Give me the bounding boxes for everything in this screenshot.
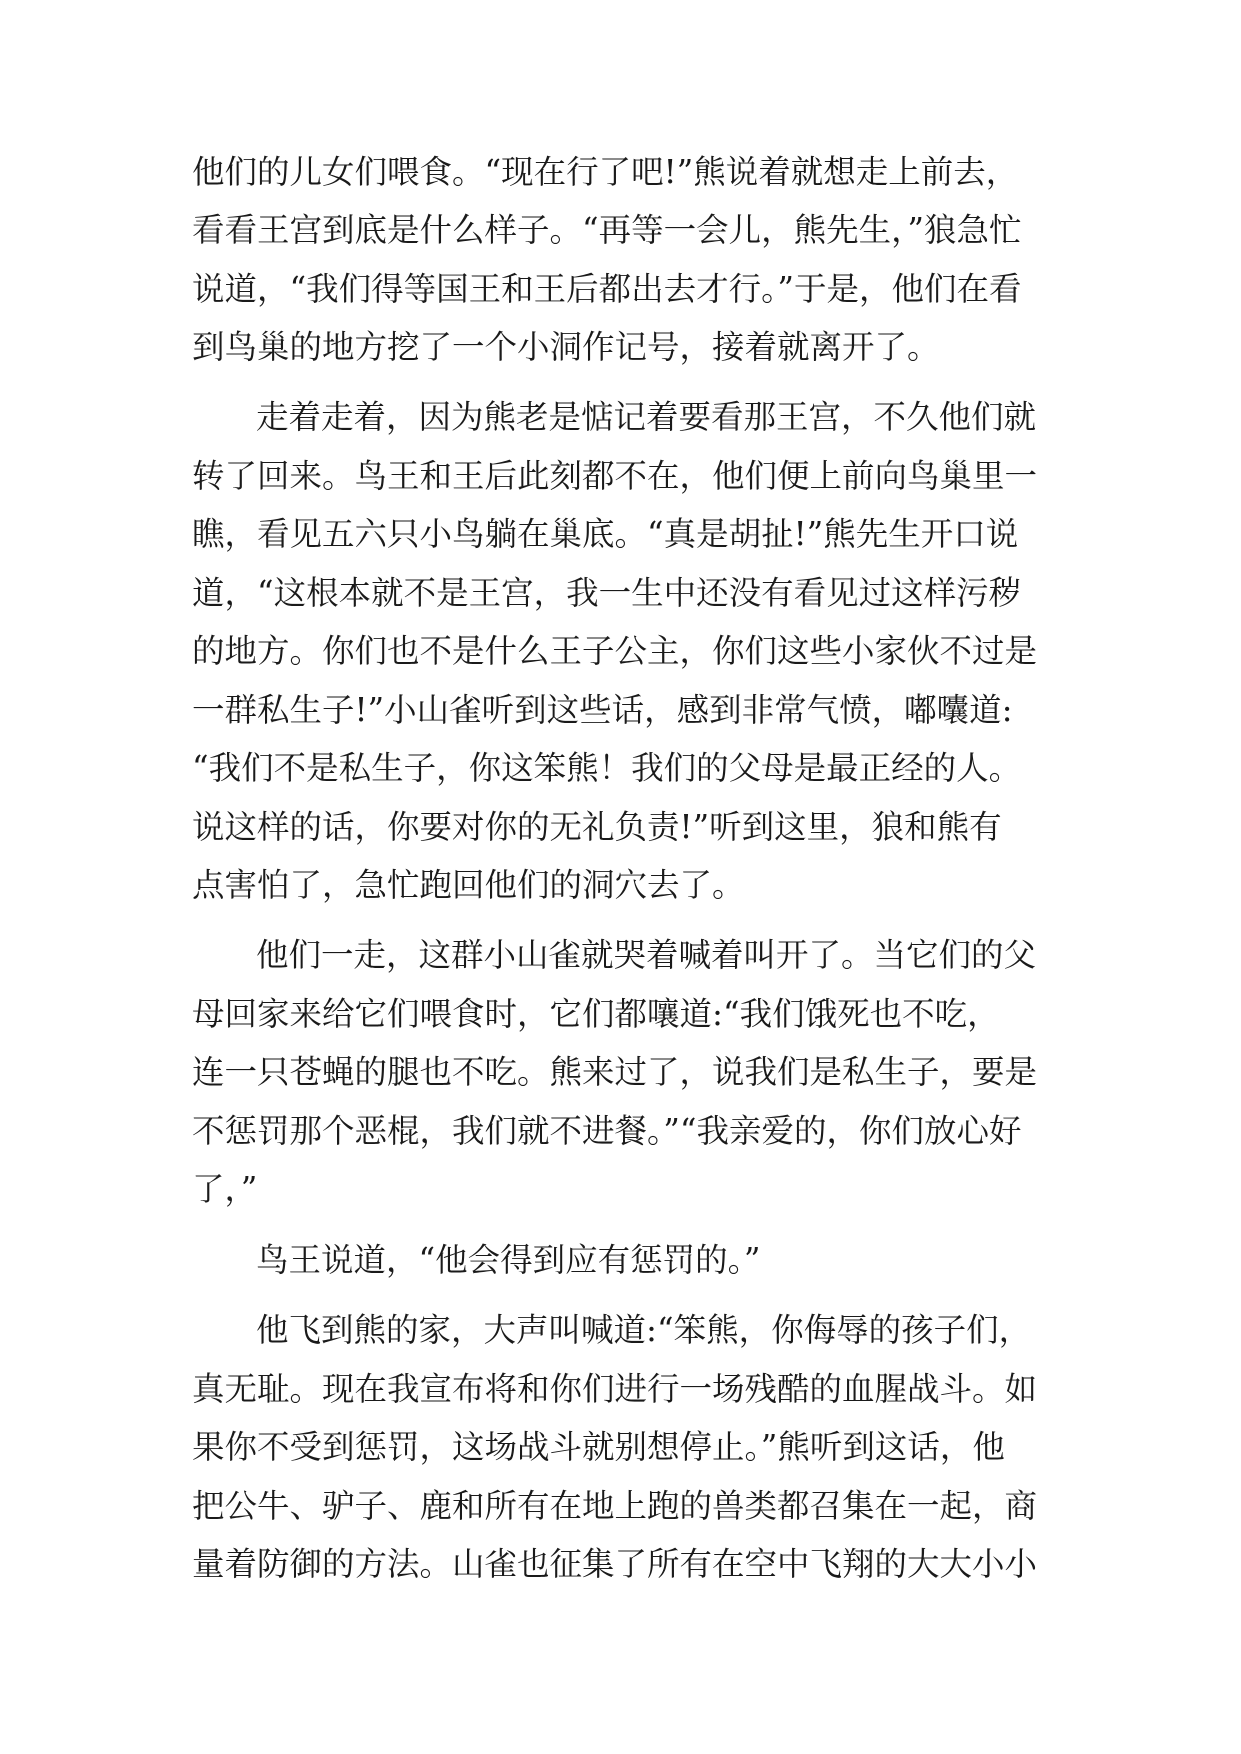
- paragraph-first-line: 他们一走，这群小山雀就哭着喊着叫开了。当它们的父: [256, 936, 1037, 974]
- text-line: “我们不是私生子，你这笨熊！我们的父母是最正经的人。: [192, 749, 1022, 787]
- text-line: 一群私生子!”小山雀听到这些话，感到非常气愤，嘟囔道:: [192, 691, 1013, 729]
- text-line: 点害怕了，急忙跑回他们的洞穴去了。: [192, 866, 745, 904]
- paragraph-first-line: 他飞到熊的家，大声叫喊道:“笨熊，你侮辱的孩子们，: [256, 1311, 1032, 1349]
- text-line: 说道，“我们得等国王和王后都出去才行。”于是，他们在看: [192, 270, 1022, 308]
- text-line: 果你不受到惩罚，这场战斗就别想停止。”熊听到这话，他: [192, 1428, 1005, 1466]
- paragraph-first-line: 鸟王说道，“他会得到应有惩罚的。”: [256, 1241, 761, 1279]
- text-line: 真无耻。现在我宣布将和你们进行一场残酷的血腥战斗。如: [192, 1370, 1038, 1408]
- text-line: 把公牛、驴子、鹿和所有在地上跑的兽类都召集在一起，商: [192, 1487, 1038, 1525]
- paragraph-first-line: 走着走着，因为熊老是惦记着要看那王宫，不久他们就: [256, 398, 1037, 436]
- text-line: 量着防御的方法。山雀也征集了所有在空中飞翔的大大小小: [192, 1545, 1038, 1583]
- text-line: 连一只苍蝇的腿也不吃。熊来过了，说我们是私生子，要是: [192, 1053, 1038, 1091]
- text-line: 说这样的话，你要对你的无礼负责!”听到这里，狼和熊有: [192, 808, 1002, 846]
- text-line: 他们的儿女们喂食。“现在行了吧!”熊说着就想走上前去，: [192, 153, 1019, 191]
- text-line: 的地方。你们也不是什么王子公主，你们这些小家伙不过是: [192, 632, 1038, 670]
- text-line: 瞧，看见五六只小鸟躺在巢底。“真是胡扯!”熊先生开口说: [192, 515, 1019, 553]
- text-line: 道，“这根本就不是王宫，我一生中还没有看见过这样污秽: [192, 574, 1022, 612]
- text-line: 不惩罚那个恶棍，我们就不进餐。”“我亲爱的，你们放心好: [192, 1112, 1022, 1150]
- text-line: 母回家来给它们喂食时，它们都嚷道:“我们饿死也不吃，: [192, 995, 1000, 1033]
- text-line: 转了回来。鸟王和王后此刻都不在，他们便上前向鸟巢里一: [192, 457, 1038, 495]
- text-line: 了，”: [192, 1170, 258, 1208]
- text-line: 看看王宫到底是什么样子。“再等一会儿，熊先生，”狼急忙: [192, 211, 1022, 249]
- text-line: 到鸟巢的地方挖了一个小洞作记号，接着就离开了。: [192, 328, 940, 366]
